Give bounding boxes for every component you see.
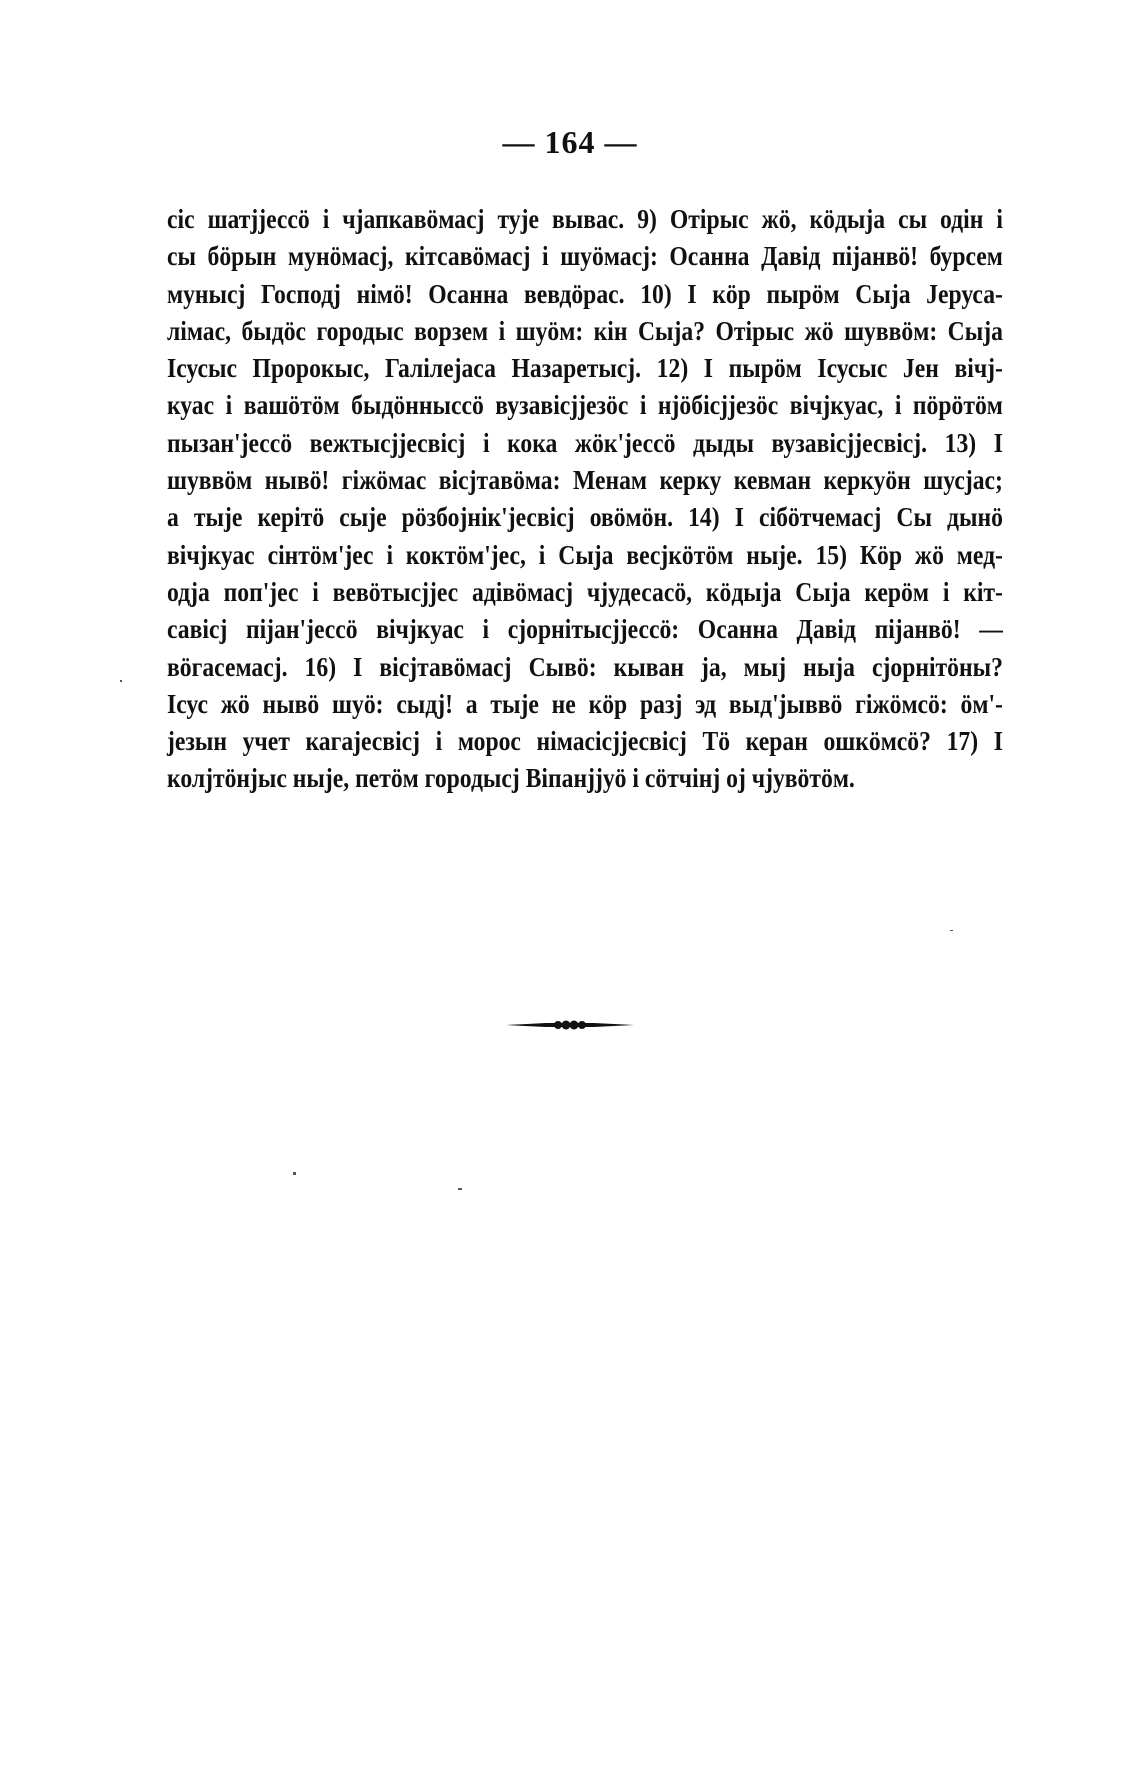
text-line: пызан'јессӧ вежтысјјесвісј і кока жӧк'јессӧ дыды вузавісјјесвісј. 13) І (167, 426, 1003, 458)
margin-speck (120, 680, 122, 682)
margin-speck (293, 1172, 296, 1175)
text-line: колјтӧнјыс ныје, петӧм городысј Віпанјјуӧ і сӧтчінј ој чјувӧтӧм. (167, 762, 855, 794)
text-line: одја поп'јес і вевӧтысјјес адівӧмасј чјудесасӧ, кӧдыја Сыја керӧм і кіт- (167, 575, 1003, 607)
end-ornament (506, 1018, 634, 1032)
text-line: Ісусыс Пророкыс, Галілејаса Назаретысј. 12) І пырӧм Ісусыс Јен вічј- (167, 352, 1003, 384)
text-line: лімас, быдӧс городыс ворзем і шуӧм: кін Сыја? Отірыс жӧ шуввӧм: Сыја (167, 314, 1003, 346)
text-line: шуввӧм нывӧ! гіжӧмас вісјтавӧма: Менам керку кевман керкуӧн шусјас; (167, 464, 1003, 496)
page-number: — 164 — (502, 124, 638, 160)
body-text (167, 200, 1003, 797)
text-line: Ісус жӧ нывӧ шуӧ: сыдј! а тыје не кӧр разј эд выд'јыввӧ гіжӧмсӧ: ӧм'- (167, 687, 1003, 719)
text-line: савісј піјан'јессӧ вічјкуас і сјорнітысјјессӧ: Осанна Давід піјанвӧ! — (167, 613, 1003, 645)
margin-speck (950, 930, 953, 931)
text-line: мунысј Господј німӧ! Осанна вевдӧрас. 10) І кӧр пырӧм Сыја Јеруса- (167, 277, 1003, 309)
text-line: вӧгасемасј. 16) І вісјтавӧмасј Сывӧ: кыван ја, мыј ныја сјорнітӧны? (167, 650, 1003, 682)
text-line: а тыје керітӧ сыје рӧзбојнік'јесвісј овӧмӧн. 14) І сібӧтчемасј Сы дынӧ (167, 501, 1003, 533)
text-line: језын учет кагајесвісј і морос німасісјјесвісј Тӧ керан ошкӧмсӧ? 17) І (167, 725, 1003, 757)
text-line: вічјкуас сінтӧм'јес і коктӧм'јес, і Сыја весјкӧтӧм ныје. 15) Кӧр жӧ мед- (167, 538, 1003, 570)
text-line: сіс шатјјессӧ і чјапкавӧмасј тује вывас. 9) Отірыс жӧ, кӧдыја сы одін і (167, 203, 1003, 234)
text-line: куас і вашӧтӧм быдӧнныссӧ вузавісјјезӧс і нјӧбісјјезӧс вічјкуас, і пӧрӧтӧм (167, 389, 1003, 421)
text-line: сы бӧрын мунӧмасј, кітсавӧмасј і шуӧмасј: Осанна Давід піјанвӧ! бурсем (167, 240, 1003, 272)
margin-speck (458, 1188, 462, 1190)
